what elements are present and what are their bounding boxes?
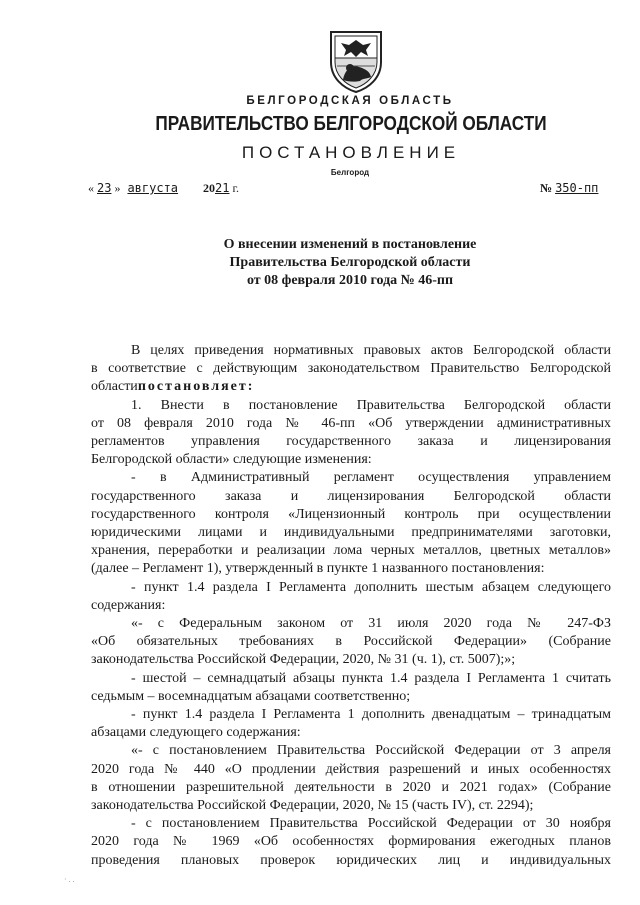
text-line: «- с постановлением Правительства Российской Федерации от 3 апреля [131,743,611,759]
document-type: ПОСТАНОВЛЕНИЕ [241,143,461,162]
text-line: 2020 года № 1969 «Об особенностях формирования ежегодных планов [91,834,611,850]
text-line: областипостановляет: [91,379,255,395]
text-line: 1. Внести в постановление Правительства Белгородской области [131,397,611,413]
text-line: (далее – Регламент 1), утвержденный в пункте 1 названного постановления: [91,561,545,577]
document-date: « 23 » августа 2021 г. [88,181,240,195]
date-day: 23 [97,181,112,195]
government-name: ПРАВИТЕЛЬСТВО БЕЛГОРОДСКОЙ ОБЛАСТИ [155,113,547,135]
text-line: законодательства Российской Федерации, 2020, № 15 (часть IV), ст. 2294); [91,798,534,814]
text-line: в отношении разрешительной деятельности в 2020 и 2021 годах» (Собрание [91,779,611,795]
text-line: содержания: [91,597,166,613]
city-name: Белгород [330,168,370,177]
document-body [91,342,611,870]
text-line: 2020 года № 440 «О продлении действия разрешений и иных особенностях [91,761,611,777]
text-line: абзацами следующего содержания: [91,725,301,741]
text-line: хранения, переработки и реализации лома черных металлов, цветных металлов» [91,543,611,559]
document-title: О внесении изменений в постановление Правительства Белгородской области от 08 февраля 2010 года № 46-пп [223,237,477,288]
text-line: государственного контроля «Лицензионный контроль при осуществлении [91,506,611,522]
text-line: регламентов управления государственного заказа и лицензирования [91,434,611,450]
text-line: юридическими лицами и индивидуальными предпринимателями заготовки, [91,525,611,541]
text-line: - шестой – семнадцатый абзацы пункта 1.4 раздела I Регламента 1 считать [131,670,611,686]
text-line: - с постановлением Правительства Российской Федерации от 30 ноября [131,816,611,832]
text-line: - пункт 1.4 раздела I Регламента 1 дополнить двенадцатым – тринадцатым [131,707,611,723]
text-line: «- с Федеральным законом от 31 июля 2020 года № 247-ФЗ [131,616,611,632]
region-name: БЕЛГОРОДСКАЯ ОБЛАСТЬ [246,95,454,107]
text-line: в соответствие с действующим законодательством Правительство Белгородской [91,361,611,377]
text-line: седьмым – восемнадцатым абзацами соответственно; [91,688,411,704]
resolves-word: постановляет: [137,379,255,395]
text-line: - пункт 1.4 раздела I Регламента дополнить шестым абзацем следующего [131,579,611,595]
text-line: - в Административный регламент осуществления управлением [131,470,611,486]
scan-artifact: · . . [64,875,75,884]
text-line: от 08 февраля 2010 года № 46-пп «Об утверждении административных [91,415,611,431]
text-line: В целях приведения нормативных правовых актов Белгородской области [131,343,611,358]
date-year: 21 [215,181,230,195]
text-line: законодательства Российской Федерации, 2020, № 31 (ч. 1), ст. 5007);»; [91,652,516,668]
text-line: Белгородской области» следующие изменения: [91,452,372,468]
text-line: «Об обязательных требованиях в Российской Федерации» (Собрание [91,634,611,650]
document-number: № 350-пп [540,181,599,195]
coat-of-arms-icon [327,28,385,94]
date-month: августа [127,181,179,195]
text-line: государственного заказа и лицензирования Белгородской области [91,488,611,504]
text-line: проведения плановых проверок юридических лиц и индивидуальных [91,852,611,868]
